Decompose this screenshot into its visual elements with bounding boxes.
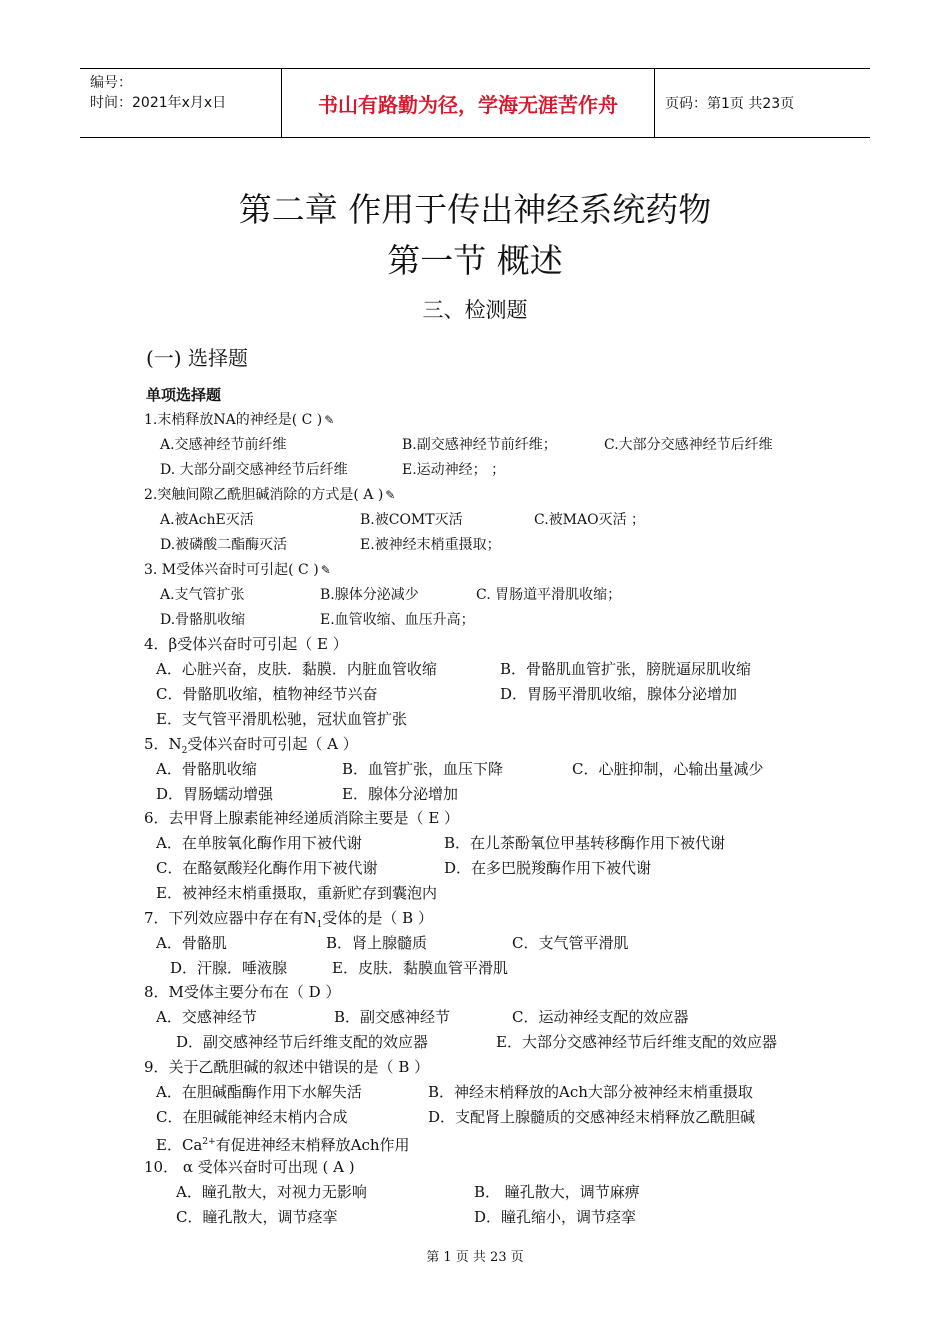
- option: B.被COMT灭活: [360, 512, 463, 528]
- option: D．胃肠蠕动增强: [156, 785, 274, 803]
- option: C．在胆碱能神经末梢内合成: [156, 1108, 348, 1126]
- option: D．胃肠平滑肌收缩，腺体分泌增加: [500, 685, 738, 703]
- question-stem: 4．β受体兴奋时可引起（ E ）: [144, 635, 348, 653]
- section-title: 第一节 概述: [387, 241, 563, 280]
- question-stem: 7．下列效应器中存在有$N_1$受体的是（ B ）: [144, 909, 433, 930]
- option: E.血管收缩、血压升高；: [320, 612, 475, 628]
- question-stem: 3. M受体兴奋时可引起( C ) ✎: [144, 562, 331, 578]
- option: A．在单胺氧化酶作用下被代谢: [156, 834, 362, 852]
- question-stem: 8．M受体主要分布在（ D ）: [144, 983, 341, 1001]
- option: A．骨骼肌收缩: [156, 760, 257, 778]
- option: E.运动神经； ；: [402, 462, 506, 478]
- option: D．在多巴脱羧酶作用下被代谢: [444, 859, 652, 877]
- option: E.被神经末梢重摄取；: [360, 537, 501, 553]
- option: C．心脏抑制，心输出量减少: [572, 760, 764, 778]
- question-stem: 5．$N_2$受体兴奋时可引起（ A ）: [144, 735, 358, 756]
- option: C．支气管平滑肌: [512, 934, 629, 952]
- option: A．交感神经节: [156, 1008, 257, 1026]
- sub-heading: 单项选择题: [146, 386, 222, 404]
- option: E．腺体分泌增加: [342, 785, 458, 803]
- option: B．副交感神经节: [334, 1008, 451, 1026]
- header-page-info: 页码：第1页 共23页: [665, 96, 795, 112]
- option: A.交感神经节前纤维: [160, 437, 287, 453]
- option: E．支气管平滑肌松驰，冠状血管扩张: [156, 710, 407, 728]
- option: A.支气管扩张: [160, 587, 245, 603]
- option: A．心脏兴奋，皮肤．黏膜．内脏血管收缩: [156, 660, 437, 678]
- pen-icon: ✎: [324, 413, 335, 427]
- option: E．皮肤．黏膜血管平滑肌: [332, 959, 508, 977]
- option: E．大部分交感神经节后纤维支配的效应器: [496, 1033, 777, 1051]
- option: E．被神经末梢重摄取，重新贮存到囊泡内: [156, 884, 437, 902]
- question-stem: 10． α 受体兴奋时可出现 ( A ): [144, 1158, 355, 1176]
- option: B.腺体分泌减少: [320, 587, 419, 603]
- header-left-cell: [80, 69, 282, 137]
- chapter-title: 第二章 作用于传出神经系统药物: [238, 190, 712, 229]
- option: D．副交感神经节后纤维支配的效应器: [176, 1033, 429, 1051]
- page-header: [80, 68, 870, 138]
- option: C. 胃肠道平滑肌收缩；: [476, 587, 622, 603]
- option: C．在酪氨酸羟化酶作用下被代谢: [156, 859, 378, 877]
- option: B．血管扩张，血压下降: [342, 760, 504, 778]
- part-title: 三、检测题: [422, 298, 528, 322]
- option: D．瞳孔缩小，调节痉挛: [474, 1208, 637, 1226]
- option: C．运动神经支配的效应器: [512, 1008, 689, 1026]
- option: C．瞳孔散大，调节痉挛: [176, 1208, 338, 1226]
- option: D. 大部分副交感神经节后纤维: [160, 462, 348, 478]
- option: A．瞳孔散大，对视力无影响: [176, 1183, 367, 1201]
- option: D.被磷酸二酯酶灭活: [160, 537, 288, 553]
- option: A．骨骼肌: [156, 934, 227, 952]
- option: C.大部分交感神经节后纤维: [604, 437, 773, 453]
- option: B． 瞳孔散大，调节麻痹: [474, 1183, 640, 1201]
- pen-icon: ✎: [320, 563, 331, 577]
- option: B．肾上腺髓质: [326, 934, 428, 952]
- question-stem: 1.末梢释放NA的神经是( C ) ✎: [144, 412, 335, 428]
- option: B.副交感神经节前纤维；: [402, 437, 557, 453]
- option: B．在儿茶酚氧位甲基转移酶作用下被代谢: [444, 834, 726, 852]
- option: C.被MAO灭活 ；: [534, 512, 646, 528]
- option: D．汗腺．唾液腺: [170, 959, 288, 977]
- option: B．骨骼肌血管扩张，膀胱逼尿肌收缩: [500, 660, 752, 678]
- option: A.被AchE灭活: [160, 512, 254, 528]
- page-footer: 第 1 页 共 23 页: [426, 1250, 524, 1265]
- question-stem: 2.突触间隙乙酰胆碱消除的方式是( A ) ✎: [144, 487, 396, 503]
- question-stem: 6．去甲肾上腺素能神经递质消除主要是（ E ）: [144, 809, 460, 827]
- header-time-label: 时间：2021年x月x日: [90, 95, 227, 111]
- option: A．在胆碱酯酶作用下水解失活: [156, 1083, 362, 1101]
- pen-icon: ✎: [385, 488, 396, 502]
- option: D．支配肾上腺髓质的交感神经末梢释放乙酰胆碱: [428, 1108, 756, 1126]
- header-motto: 书山有路勤为径，学海无涯苦作舟: [282, 69, 655, 137]
- option: E．$Ca^{2+}$有促进神经末梢释放Ach作用: [156, 1136, 410, 1154]
- option: D.骨骼肌收缩: [160, 612, 246, 628]
- question-stem: 9．关于乙酰胆碱的叙述中错误的是（ B ）: [144, 1058, 430, 1076]
- option: B．神经末梢释放的Ach大部分被神经末梢重摄取: [428, 1083, 753, 1101]
- header-number-label: 编号：: [90, 75, 132, 91]
- section-heading: (一) 选择题: [146, 346, 248, 370]
- option: C．骨骼肌收缩，植物神经节兴奋: [156, 685, 378, 703]
